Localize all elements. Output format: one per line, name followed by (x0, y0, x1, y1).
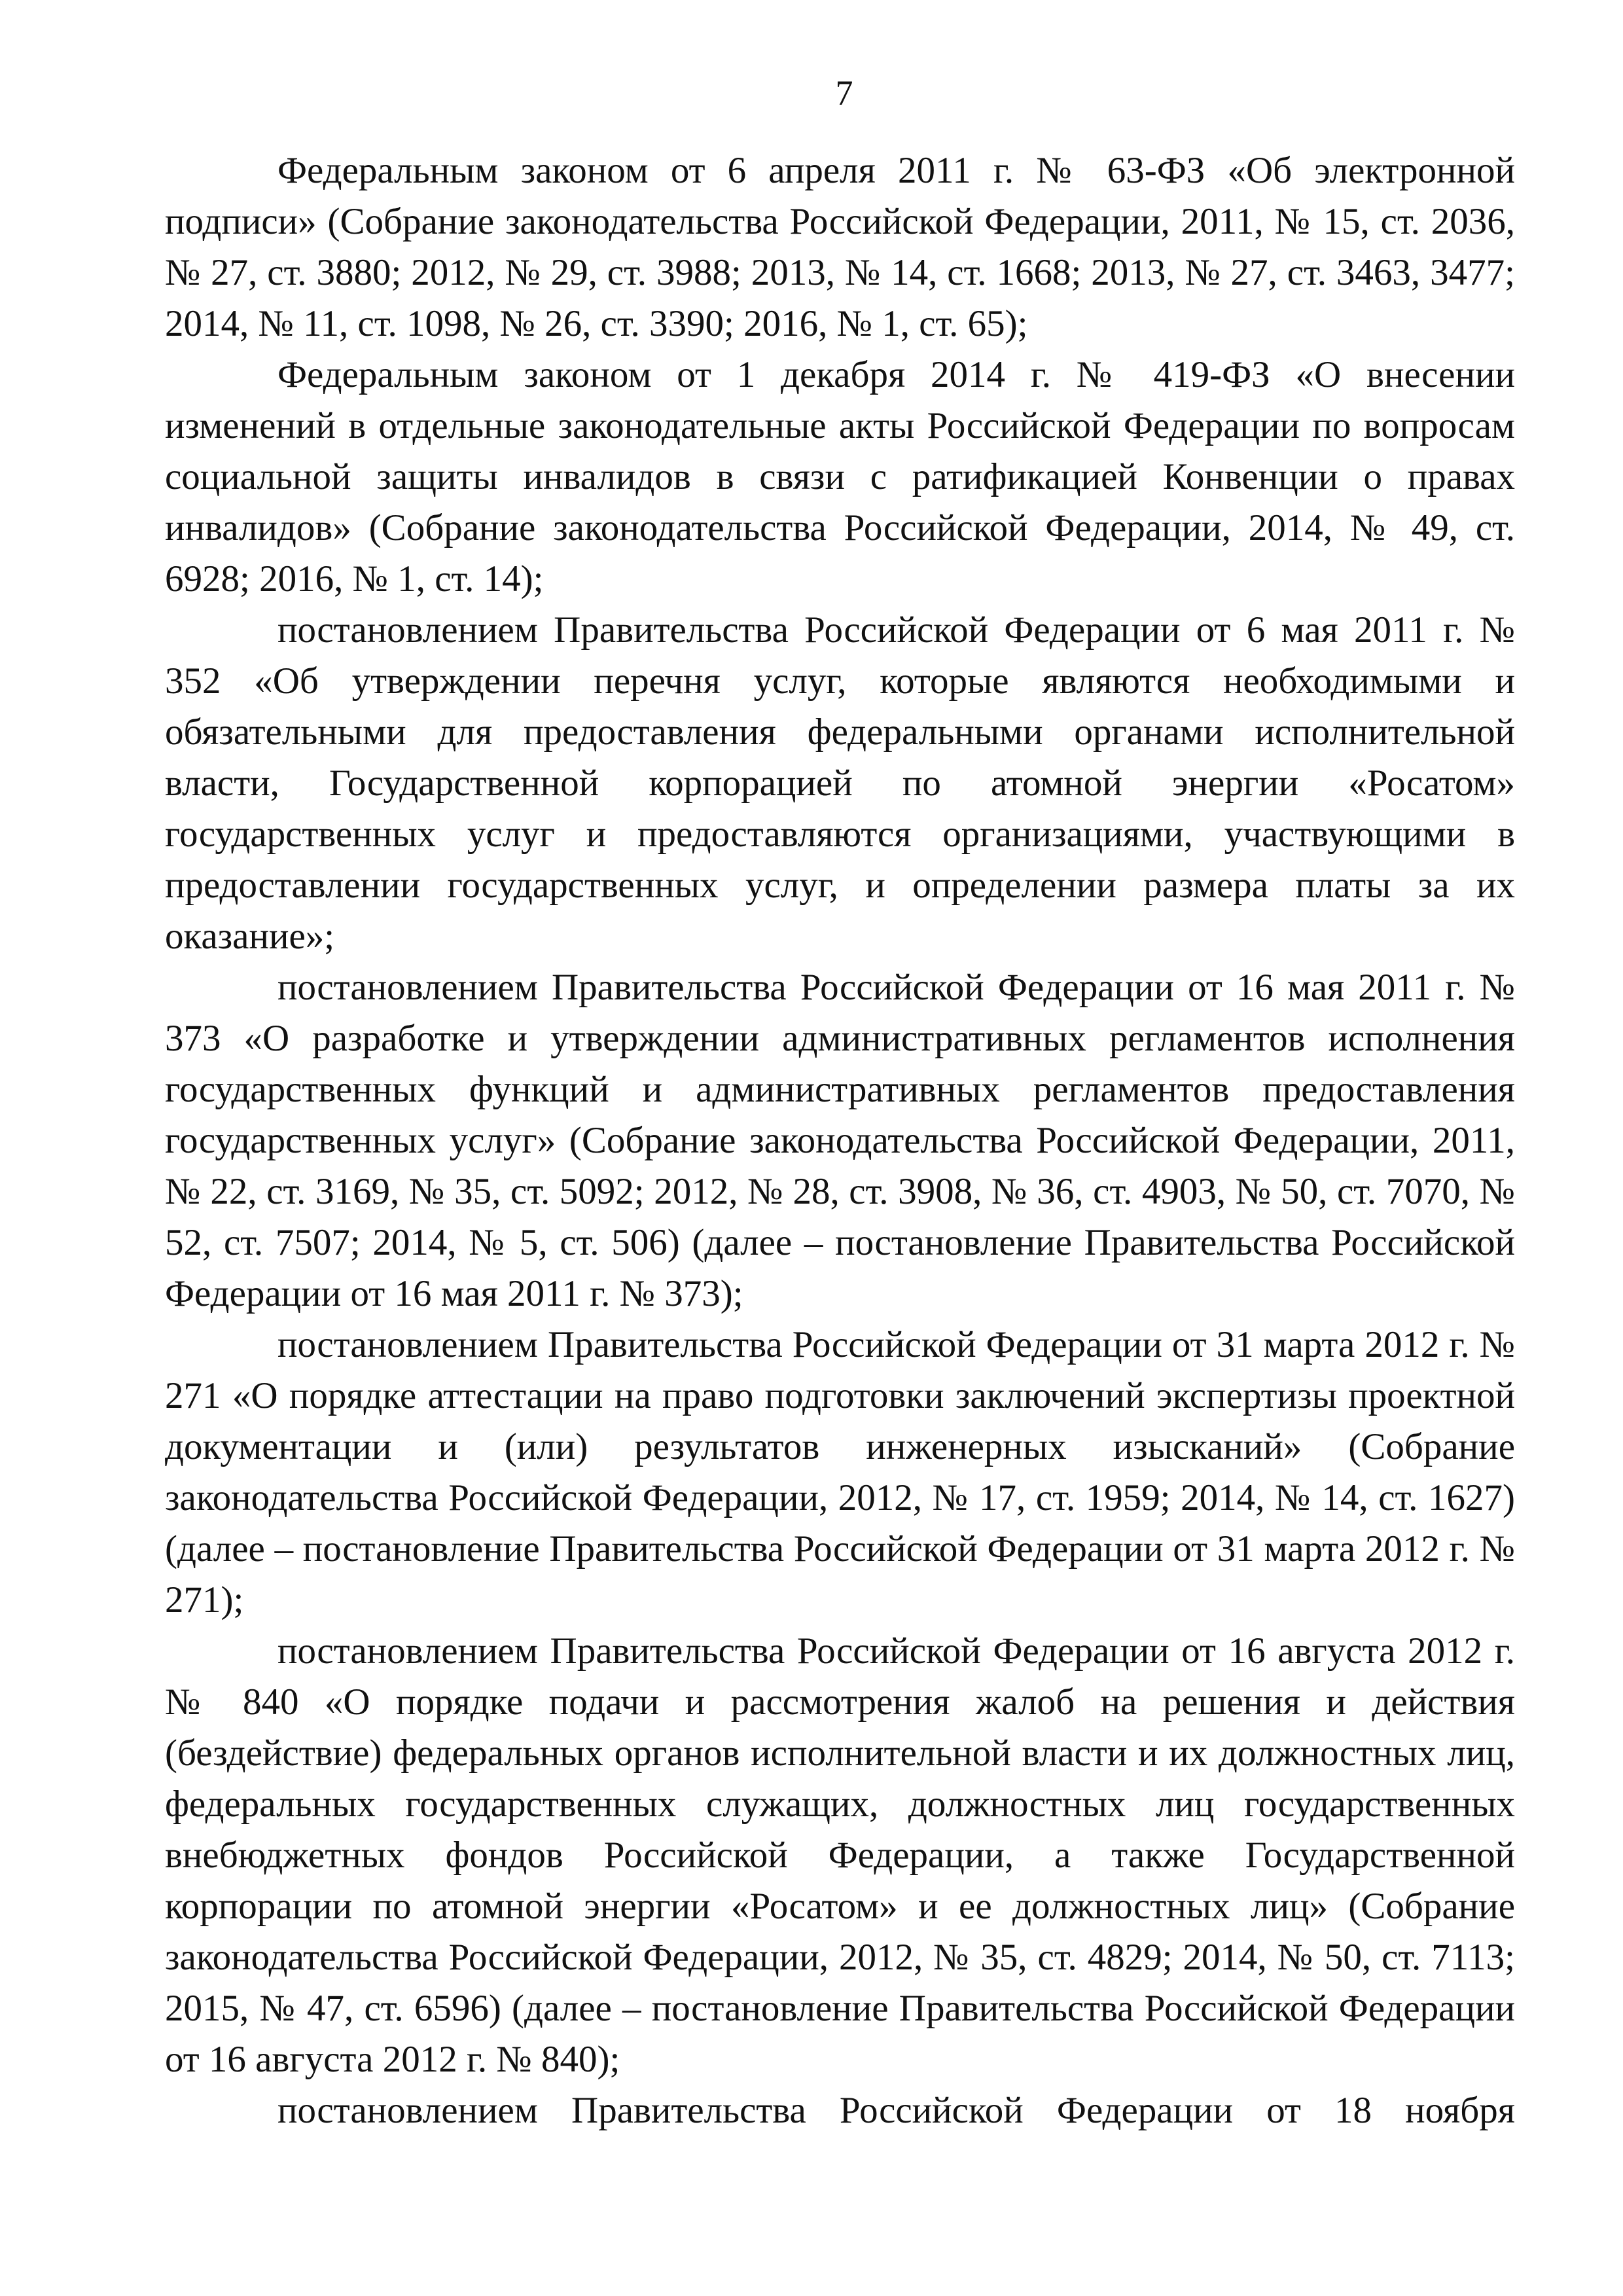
document-body (165, 145, 1515, 2136)
paragraph-resolution-840: постановлением Правительства Российской Федерации от 16 августа 2012 г. № 840 «О порядке подачи и рассмотрения жалоб на решения и действия (бездействие) федеральных органов исполнительной власти и их должностных лиц, федеральных государственных служащих, должностных лиц государственных внебюджетных фондов Российской Федерации, а также Государственной корпорации по атомной энергии «Росатом» и ее должностных лиц» (Собрание законодательства Российской Федерации, 2012, № 35, ст. 4829; 2014, № 50, ст. 7113; 2015, № 47, ст. 6596) (далее – постановление Правительства Российской Федерации от 16 августа 2012 г. № 840); (165, 1630, 1515, 2080)
paragraph-law-63-fz: Федеральным законом от 6 апреля 2011 г. № 63-ФЗ «Об электронной подписи» (Собрание законодательства Российской Федерации, 2011, № 15, ст. 2036, № 27, ст. 3880; 2012, № 29, ст. 3988; 2013, № 14, ст. 1668; 2013, № 27, ст. 3463, 3477; 2014, № 11, ст. 1098, № 26, ст. 3390; 2016, № 1, ст. 65); (165, 150, 1515, 344)
page-number: 7 (835, 73, 853, 113)
paragraph-resolution-271: постановлением Правительства Российской Федерации от 31 марта 2012 г. № 271 «О порядке аттестации на право подготовки заключений экспертизы проектной документации и (или) результатов инженерных изысканий» (Собрание законодательства Российской Федерации, 2012, № 17, ст. 1959; 2014, № 14, ст. 1627) (далее – постановление Правительства Российской Федерации от 31 марта 2012 г. № 271); (165, 1324, 1515, 1621)
paragraph-resolution-november: постановлением Правительства Российской Федерации от 18 ноября (277, 2090, 1515, 2131)
paragraph-resolution-373: постановлением Правительства Российской Федерации от 16 мая 2011 г. № 373 «О разработке и утверждении административных регламентов исполнения государственных функций и административных регламентов предоставления государственных услуг» (Собрание законодательства Российской Федерации, 2011, № 22, ст. 3169, № 35, ст. 5092; 2012, № 28, ст. 3908, № 36, ст. 4903, № 50, ст. 7070, № 52, ст. 7507; 2014, № 5, ст. 506) (далее – постановление Правительства Российской Федерации от 16 мая 2011 г. № 373); (165, 967, 1515, 1314)
paragraph-resolution-352: постановлением Правительства Российской Федерации от 6 мая 2011 г. № 352 «Об утверждении перечня услуг, которые являются необходимыми и обязательными для предоставления федеральными органами исполнительной власти, Государственной корпорацией по атомной энергии «Росатом» государственных услуг и предоставляются организациями, участвующими в предоставлении государственных услуг, и определении размера платы за их оказание»; (165, 609, 1515, 957)
paragraph-law-419-fz: Федеральным законом от 1 декабря 2014 г. № 419-ФЗ «О внесении изменений в отдельные законодательные акты Российской Федерации по вопросам социальной защиты инвалидов в связи с ратификацией Конвенции о правах инвалидов» (Собрание законодательства Российской Федерации, 2014, № 49, ст. 6928; 2016, № 1, ст. 14); (165, 354, 1515, 600)
